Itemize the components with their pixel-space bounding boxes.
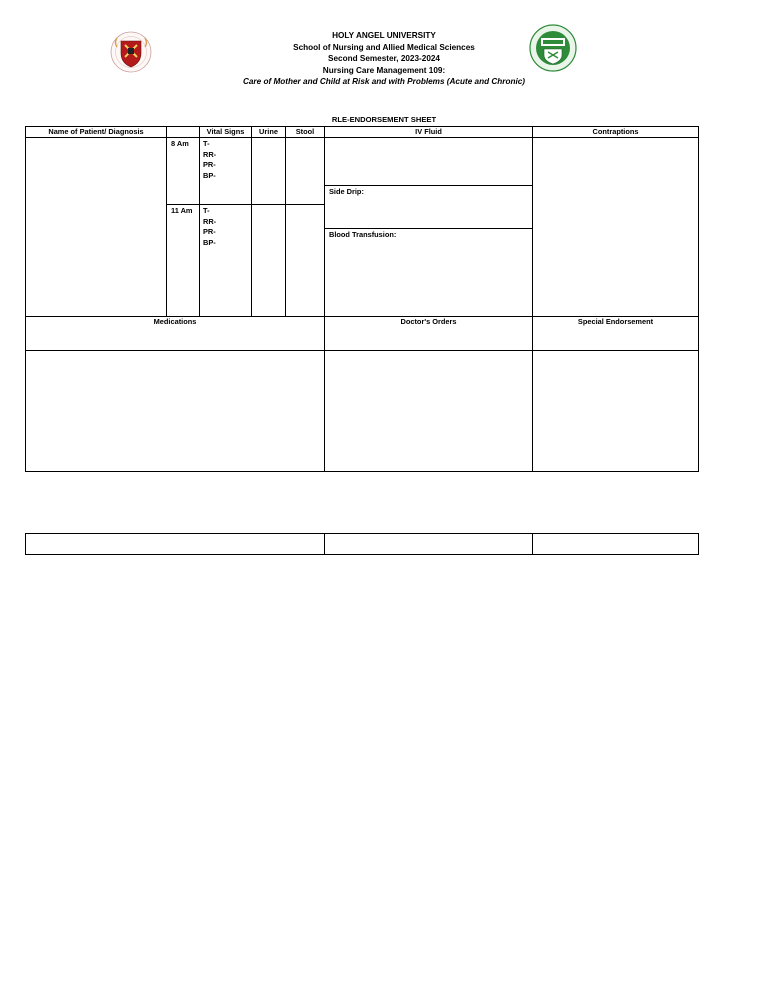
vital-bp: BP- [203, 170, 216, 180]
vital-bp: BP- [203, 237, 216, 247]
col-header-iv-fluid: IV Fluid [415, 127, 442, 136]
vital-pr: PR- [203, 227, 216, 236]
col-header-vital-signs: Vital Signs [206, 127, 245, 136]
school-name: School of Nursing and Allied Medical Sciences [293, 42, 475, 52]
vital-rr: RR- [203, 216, 217, 226]
vital-rr: RR- [203, 149, 217, 159]
semester: Second Semester, 2023-2024 [328, 54, 440, 64]
time-label-8am: 8 Am [171, 139, 189, 148]
vital-t: T- [203, 206, 210, 215]
section-doctors-orders: Doctor's Orders [400, 317, 457, 326]
vital-t: T- [203, 139, 210, 148]
section-medications: Medications [153, 317, 197, 326]
col-header-patient: Name of Patient/ Diagnosis [48, 127, 144, 136]
sheet-title: RLE-ENDORSEMENT SHEET [331, 115, 437, 124]
col-header-stool: Stool [295, 127, 315, 136]
course-title: Care of Mother and Child at Risk and with Problems (Acute and Chronic) [242, 77, 526, 87]
footer-table-border [26, 534, 699, 555]
course-code: Nursing Care Management 109: [322, 65, 446, 75]
side-drip-label: Side Drip: [329, 187, 364, 196]
section-special-endorsement: Special Endorsement [577, 317, 654, 326]
vital-pr: PR- [203, 160, 216, 169]
blood-transfusion-label: Blood Transfusion: [329, 230, 397, 239]
vitals-8am [203, 139, 216, 181]
main-table-border [26, 127, 699, 472]
col-header-urine: Urine [259, 127, 278, 136]
university-name: HOLY ANGEL UNIVERSITY [332, 31, 436, 40]
col-header-contraptions: Contraptions [592, 127, 639, 136]
time-label-11am: 11 Am [171, 206, 193, 215]
vitals-11am [203, 206, 216, 248]
